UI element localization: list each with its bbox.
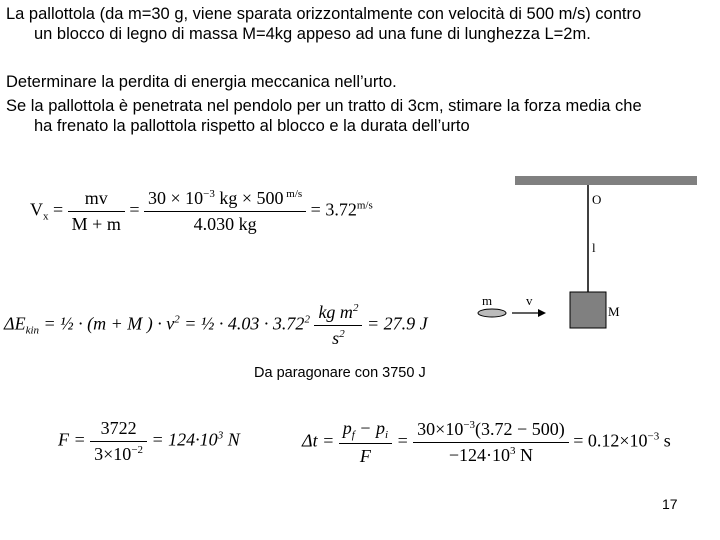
bullet <box>478 309 506 317</box>
energy-result: = 27.9 J <box>366 313 428 334</box>
energy-formula: = ½ · (m + M ) · v <box>43 313 175 334</box>
momentum-denominator: M + m <box>71 214 121 234</box>
bullet-mass-label: m <box>482 293 493 308</box>
time-equation: Δt = $\frac{p_f - p_i}{F}$ = $\frac{30\times 10^{-3}(3.72 - 500)}{-124\cdot 10^3 N}$ = $0.12\times 10^{-3}$ s <box>302 418 671 466</box>
numeric-fraction <box>144 188 306 235</box>
velocity-result: = 3.72 <box>310 199 357 220</box>
ceiling-bar <box>515 176 697 185</box>
numeric-denominator: 4.030 kg <box>193 214 257 234</box>
force-symbol: F <box>58 429 69 450</box>
length-label: l <box>592 240 596 255</box>
question-2-line-2: ha frenato la pallottola rispetto al blocco e la durata dell’urto <box>34 117 470 135</box>
block-mass-label: M <box>608 304 620 319</box>
delta-e-symbol: ΔE <box>4 313 26 334</box>
velocity-unit: m/s <box>356 199 373 212</box>
momentum-fraction <box>68 188 125 235</box>
vx-symbol: V <box>30 199 43 220</box>
energy-equation: $\Delta E_{kin}$ = ½ · (m + M ) · $v^2$ = ½ · $4.03 \cdot 3.72^2$ $\frac{kg m^2}{s^2}$ = 27.9 J <box>4 302 428 348</box>
question-2-line-1: Se la pallottola è penetrata nel pendolo per un tratto di 3cm, stimare la forza media che <box>6 97 642 115</box>
block <box>570 292 606 328</box>
delta-t-symbol: Δt <box>302 430 318 451</box>
force-numerator: 3722 <box>90 418 147 442</box>
force-denominator: $3\times 10^{-2}$ <box>94 444 144 464</box>
force-equation: F = $\frac{3722}{3\times 10^{-2}}$ = $124\cdot 10^3$ N <box>58 418 240 464</box>
delta-e-subscript: kin <box>25 324 40 337</box>
numeric-numerator: $30 \times 10^{-3}$ kg × 500 $^{m/s}$ <box>144 188 306 212</box>
problem-line-1: La pallottola (da m=30 g, viene sparata orizzontalmente con velocità di 500 m/s) contro <box>6 5 642 23</box>
force-result: = 124·10 <box>151 429 218 450</box>
problem-line-2: un blocco di legno di massa M=4kg appeso ad una fune di lunghezza L=2m. <box>34 25 591 43</box>
vx-subscript: x <box>43 210 49 223</box>
velocity-equation: $V_x$ = $\frac{mv}{M + m}$ = $\frac{30 \times 10^{-3} kg \times 500 ^{m/s}}{4.030 kg}$ = $3.72^{m/s}$ <box>30 188 373 234</box>
comparison-note: Da paragonare con 3750 J <box>254 365 426 381</box>
time-numeric-fraction: $\frac{30\times 10^{-3}(3.72 - 500)}{-124\cdot 10^3 N}$ <box>413 419 569 466</box>
question-1: Determinare la perdita di energia meccanica nell’urto. <box>6 73 397 91</box>
energy-substitution: = ½ · 4.03 · 3.72 <box>184 313 305 334</box>
momentum-numerator: mv <box>68 188 125 212</box>
velocity-arrowhead <box>538 309 546 317</box>
force-fraction <box>90 418 147 465</box>
impulse-fraction: $\frac{p_f - p_i}{F}$ <box>339 418 392 467</box>
energy-unit-fraction: $\frac{kg m^2}{s^2}$ <box>314 302 362 349</box>
time-result: = 0.12×10 <box>573 430 648 451</box>
page-number: 17 <box>662 496 678 512</box>
pivot-label: O <box>592 192 602 207</box>
velocity-label: v <box>526 293 533 308</box>
